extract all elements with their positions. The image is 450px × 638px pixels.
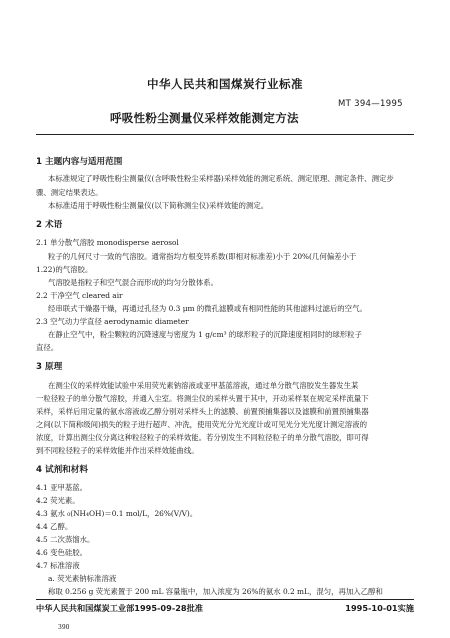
reagent-4-7: 4.7 标准溶液 (36, 561, 80, 570)
term-2-3-line-1: 在静止空气中，粉尘颗粒的沉降速度与密度为 1 g/cm³ 的球形粒子的沉降速度相同时的球形粒子 (48, 330, 362, 339)
org-title: 中华人民共和国煤炭行业标准 (147, 77, 303, 91)
principle-line-3: 采样，采样后用定量的氨水溶液或乙醇分别对采样头上的滤膜、前置预捕集器以及滤膜和前置预捕集器 (36, 407, 369, 416)
header-rule (36, 134, 414, 135)
term-2-3-line-2: 直径。 (36, 343, 59, 352)
page-number: 390 (58, 624, 70, 631)
principle-line-2: 一粒径粒子的单分散气溶胶，并通入尘室。将测尘仪的采样头置于其中，开动采样泵在规定采样流量下 (36, 394, 369, 403)
implementation-date: 1995-10-01实施 (345, 603, 414, 613)
section-1-paragraph-2: 本标准适用于呼吸性粉尘测量仪(以下简称测尘仪)采样效能的测定。 (48, 201, 269, 210)
term-2-3-title: 2.3 空气动力学直径 aerodynamic diameter (36, 317, 189, 326)
reagent-4-5: 4.5 二次蒸馏水。 (36, 535, 95, 544)
document-title: 呼吸性粉尘测量仪采样效能测定方法 (110, 111, 299, 125)
approval-line: 中华人民共和国煤炭工业部1995-09-28批准 (36, 603, 203, 613)
section-1-heading: 1 主题内容与适用范围 (36, 157, 123, 167)
section-1-paragraph-1-line-2: 骤、测定结果表达。 (36, 188, 103, 197)
reagent-4-1: 4.1 亚甲基蓝。 (36, 483, 88, 492)
standard-number: MT 394—1995 (338, 99, 403, 109)
term-2-2-title: 2.2 干净空气 cleared air (36, 291, 123, 300)
term-2-1-line-3: 气溶胶是指粒子和空气混合而形成的均匀分散体系。 (48, 278, 218, 287)
sub-item-a-text: 称取 0.256 g 荧光素置于 200 mL 容量瓶中，加入浓度为 26%的氨水 0.2 mL，混匀，再加入乙醇和 (48, 587, 383, 596)
sub-item-a: a. 荧光素钠标准溶液 (48, 574, 117, 583)
reagent-4-4: 4.4 乙醇。 (36, 522, 73, 531)
section-2-heading: 2 术语 (36, 220, 63, 230)
principle-line-6: 到不同粒径粒子的采样效能并作出采样效能曲线。 (36, 446, 199, 455)
section-4-heading: 4 试剂和材料 (36, 465, 88, 475)
term-2-1-line-2: 1.22)的气溶胶。 (36, 265, 93, 274)
section-3-heading: 3 原理 (36, 362, 63, 372)
reagent-4-2: 4.2 荧光素。 (36, 496, 80, 505)
reagent-4-6: 4.6 变色硅胶。 (36, 548, 88, 557)
term-2-1-line-1: 粒子的几何尺寸一致的气溶胶。通常指均方根变异系数(即相对标准差)小于 20%(几何偏差小于 (48, 252, 357, 261)
principle-line-1: 在测尘仪的采样效能试验中采用荧光素钠溶液或亚甲基蓝溶液，通过单分散气溶胶发生器发生某 (48, 381, 359, 390)
principle-line-4: 之间(以下简称级间)损失的粒子进行超声、冲洗，使用荧光分光光度计或可见光分光光度计测定溶液的 (36, 420, 367, 429)
principle-line-5: 浓度，计算出测尘仪分离这种粒径粒子的采样效能。若分别发生不同粒径粒子的单分散气溶胶，即可得 (36, 433, 369, 442)
section-1-paragraph-1-line-1: 本标准规定了呼吸性粉尘测量仪(含呼吸性粉尘采样器)采样效能的测定系统、测定原理、测定条件、测定步 (48, 174, 394, 183)
footer-rule (36, 599, 414, 600)
reagent-4-3: 4.3 氨水 ₀(NH₄OH)＝0.1 mol/L，26%(V/V)。 (36, 509, 198, 518)
term-2-2-line-1: 经串联式干燥器干燥，再通过孔径为 0.3 μm 的微孔滤膜或有相同性能的其他滤料过滤后的空气。 (48, 304, 367, 313)
term-2-1-title: 2.1 单分散气溶胶 monodisperse aerosol (36, 238, 179, 247)
